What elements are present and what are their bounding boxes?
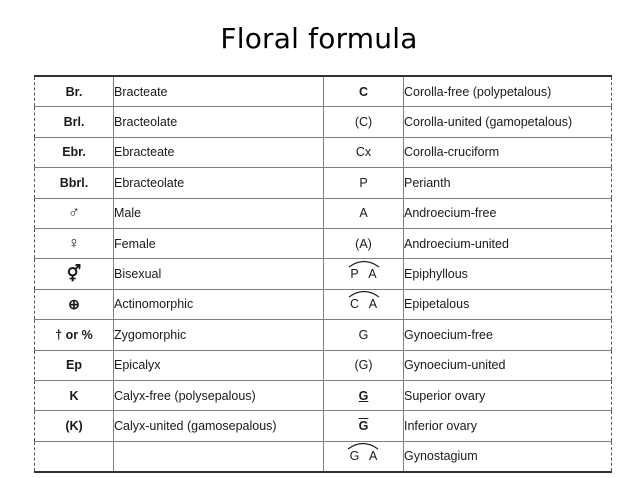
table-row: [35, 350, 612, 380]
symbol-text: G: [358, 388, 369, 403]
description-cell: Bracteate: [114, 76, 324, 107]
adnation-symbol-cell: [324, 259, 404, 289]
superior-ovary-symbol-cell: [324, 380, 404, 410]
symbol-cell: (A): [324, 228, 404, 258]
symbol-cell: Brl.: [35, 107, 114, 137]
table-row: [35, 411, 612, 441]
description-cell: Corolla-free (polypetalous): [404, 76, 612, 107]
description-cell: Gynostagium: [404, 441, 612, 472]
description-cell: Epiphyllous: [404, 259, 612, 289]
actinomorphic-symbol-cell: ⊕: [35, 289, 114, 319]
description-cell: Ebracteate: [114, 137, 324, 167]
symbol-cell: Bbrl.: [35, 168, 114, 198]
description-cell: Actinomorphic: [114, 289, 324, 319]
symbol-text: P A: [350, 267, 377, 282]
description-cell: Male: [114, 198, 324, 228]
female-symbol-cell: ♀: [35, 228, 114, 258]
inferior-ovary-symbol-cell: [324, 411, 404, 441]
symbol-text: $\overline{G}$: [358, 418, 369, 433]
description-cell: Perianth: [404, 168, 612, 198]
symbol-cell: (C): [324, 107, 404, 137]
description-cell: Gynoecium-free: [404, 320, 612, 350]
table-row: [35, 259, 612, 289]
table-row: [35, 228, 612, 258]
description-cell: Calyx-united (gamosepalous): [114, 411, 324, 441]
description-cell: Calyx-free (polysepalous): [114, 380, 324, 410]
description-cell: Superior ovary: [404, 380, 612, 410]
table-row: [35, 380, 612, 410]
table-row: [35, 198, 612, 228]
description-cell: Epicalyx: [114, 350, 324, 380]
male-symbol-cell: ♂: [35, 198, 114, 228]
description-cell: Epipetalous: [404, 289, 612, 319]
zygomorphic-symbol-cell: † or %: [35, 320, 114, 350]
symbol-cell: P: [324, 168, 404, 198]
table-row: [35, 441, 612, 472]
description-cell: Androecium-united: [404, 228, 612, 258]
description-cell: Bracteolate: [114, 107, 324, 137]
slide-title: Floral formula: [220, 22, 418, 55]
symbol-cell: K: [35, 380, 114, 410]
table-row: [35, 107, 612, 137]
table-row: [35, 289, 612, 319]
table-row: [35, 76, 612, 107]
description-cell: Ebracteolate: [114, 168, 324, 198]
fusion-arc-icon: [347, 259, 381, 268]
symbol-cell: Br.: [35, 76, 114, 107]
symbol-cell: Cx: [324, 137, 404, 167]
description-cell: Gynoecium-united: [404, 350, 612, 380]
description-cell: Androecium-free: [404, 198, 612, 228]
symbol-cell: G: [324, 320, 404, 350]
floral-formula-table: [34, 75, 612, 473]
bisexual-symbol-cell: ⚥: [35, 259, 114, 289]
symbol-cell: A: [324, 198, 404, 228]
symbol-cell: C: [324, 76, 404, 107]
symbol-cell: (K): [35, 411, 114, 441]
description-cell: Corolla-cruciform: [404, 137, 612, 167]
fusion-arc-icon: [346, 441, 380, 450]
table-row: [35, 320, 612, 350]
description-cell: Corolla-united (gamopetalous): [404, 107, 612, 137]
description-cell: Inferior ovary: [404, 411, 612, 441]
adnation-symbol-cell: [324, 289, 404, 319]
gynostegium-symbol-cell: [324, 441, 404, 472]
symbol-cell: Ep: [35, 350, 114, 380]
symbol-text: G A: [349, 449, 378, 464]
fusion-arc-icon: [347, 289, 381, 298]
description-cell: Female: [114, 228, 324, 258]
symbol-cell: (G): [324, 350, 404, 380]
description-cell: Bisexual: [114, 259, 324, 289]
empty-cell: [35, 441, 114, 472]
symbol-cell: Ebr.: [35, 137, 114, 167]
table-row: [35, 168, 612, 198]
table-row: [35, 137, 612, 167]
empty-cell: [114, 441, 324, 472]
description-cell: Zygomorphic: [114, 320, 324, 350]
symbol-text: C A: [349, 297, 378, 312]
